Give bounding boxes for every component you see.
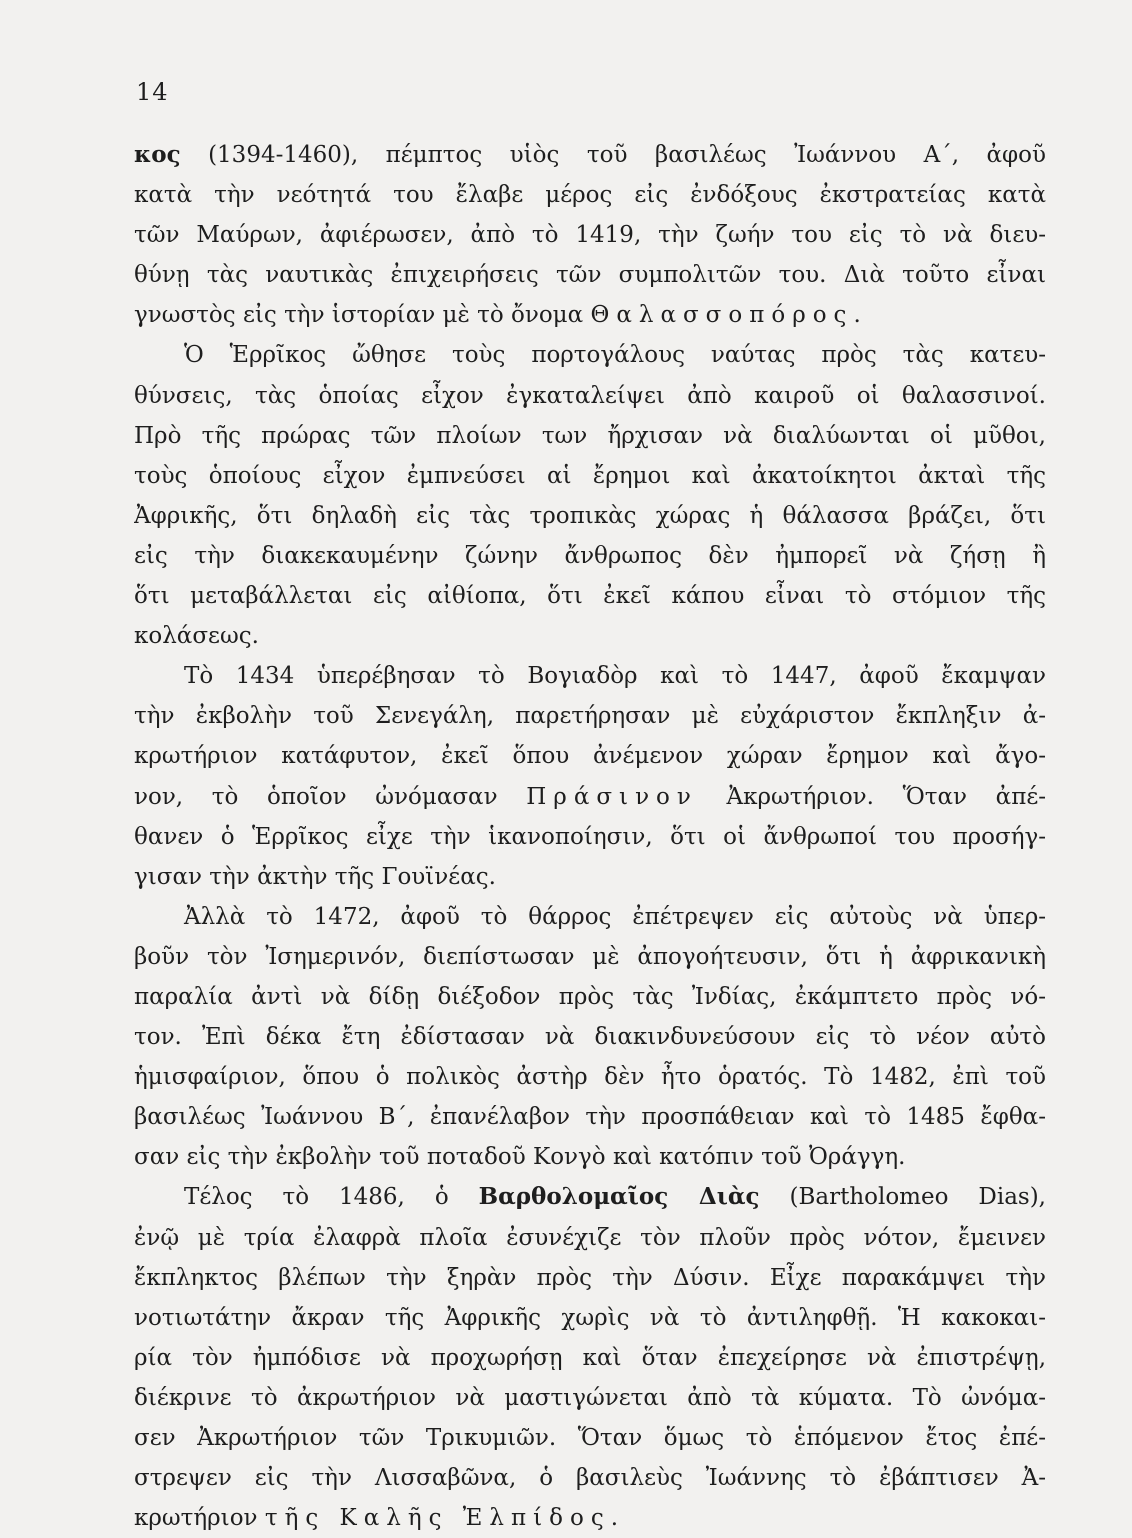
text-line: Ἀφρικῆς, ὅτι δηλαδὴ εἰς τὰς τροπικὰς χώρας ἡ θάλασσα βράζει, ὅτι bbox=[134, 502, 1046, 529]
spaced-emphasis: τῆς Καλῆς Ἐλπίδος bbox=[264, 1505, 611, 1532]
text-line: σεν Ἀκρωτήριον τῶν Τρικυμιῶν. Ὅταν ὅμως τὸ ἑπόμενον ἔτος ἐπέ- bbox=[134, 1425, 1046, 1451]
text-line: Τέλος τὸ 1486, ὁ Βαρθολομαῖος Διὰς (Bartholomeo Dias), bbox=[184, 1183, 1046, 1211]
text-line: θύνσεις, τὰς ὁποίας εἶχον ἐγκαταλείψει ἀπὸ καιροῦ οἱ θαλασσινοί. bbox=[134, 382, 1046, 409]
spaced-emphasis: Πράσινον bbox=[526, 783, 698, 810]
page-number: 14 bbox=[136, 78, 169, 106]
text-line: βασιλέως Ἰωάννου Β΄, ἐπανέλαβον τὴν προσπάθειαν καὶ τὸ 1485 ἔφθα- bbox=[134, 1104, 1046, 1131]
text-line: τὴν ἐκβολὴν τοῦ Σενεγάλη, παρετήρησαν μὲ εὐχάριστον ἔκπληξιν ἀ- bbox=[134, 703, 1046, 730]
text-line: ὅτι μεταβάλλεται εἰς αἰθίοπα, ὅτι ἐκεῖ κάπου εἶναι τὸ στόμιον τῆς bbox=[134, 583, 1046, 610]
text-line: διέκρινε τὸ ἀκρωτήριον νὰ μαστιγώνεται ἀπὸ τὰ κύματα. Τὸ ὠνόμα- bbox=[134, 1384, 1046, 1411]
text-line: τοὺς ὁποίους εἶχον ἐμπνεύσει αἱ ἔρημοι καὶ ἀκατοίκητοι ἀκταὶ τῆς bbox=[134, 462, 1046, 489]
text-line: γνωστὸς εἰς τὴν ἱστορίαν μὲ τὸ ὄνομα Θαλασσοπόρος. bbox=[134, 302, 861, 329]
text-line: κατὰ τὴν νεότητά του ἔλαβε μέρος εἰς ἐνδόξους ἐκστρατείας κατὰ bbox=[134, 182, 1046, 209]
text-line: νοτιωτάτην ἄκραν τῆς Ἀφρικῆς χωρὶς νὰ τὸ ἀντιληφθῇ. Ἡ κακοκαι- bbox=[134, 1304, 1046, 1331]
text-line: βοῦν τὸν Ἰσημερινόν, διεπίστωσαν μὲ ἀπογοήτευσιν, ὅτι ἡ ἀφρικανικὴ bbox=[134, 943, 1046, 970]
text-line: κρωτήριον κατάφυτον, ἐκεῖ ὅπου ἀνέμενον χώραν ἔρημον καὶ ἄγο- bbox=[134, 743, 1046, 770]
text-line: Πρὸ τῆς πρώρας τῶν πλοίων των ἤρχισαν νὰ διαλύωνται οἱ μῦθοι, bbox=[134, 422, 1046, 449]
text-line: κολάσεως. bbox=[134, 623, 259, 650]
text-line: Ἀλλὰ τὸ 1472, ἀφοῦ τὸ θάρρος ἐπέτρεψεν εἰς αὐτοὺς νὰ ὑπερ- bbox=[184, 903, 1046, 930]
text-line: ἔκπληκτος βλέπων τὴν ξηρὰν πρὸς τὴν Δύσιν. Εἶχε παρακάμψει τὴν bbox=[134, 1264, 1046, 1291]
text-line: νον, τὸ ὁποῖον ὠνόμασαν Πράσινον Ἀκρωτήριον. Ὅταν ἀπέ- bbox=[134, 783, 1046, 810]
body-text bbox=[134, 135, 1046, 1538]
text-line: γισαν τὴν ἀκτὴν τῆς Γουϊνέας. bbox=[134, 863, 496, 890]
text-line: σαν εἰς τὴν ἐκβολὴν τοῦ ποταδοῦ Κονγὸ καὶ κατόπιν τοῦ Ὀράγγη. bbox=[134, 1144, 906, 1171]
text-line: θύνῃ τὰς ναυτικὰς ἐπιχειρήσεις τῶν συμπολιτῶν του. Διὰ τοῦτο εἶναι bbox=[134, 262, 1046, 289]
text-line: στρεψεν εἰς τὴν Λισσαβῶνα, ὁ βασιλεὺς Ἰωάννης τὸ ἐβάπτισεν Ἀ- bbox=[134, 1465, 1046, 1492]
text-line: τῶν Μαύρων, ἀφιέρωσεν, ἀπὸ τὸ 1419, τὴν ζωήν του εἰς τὸ νὰ διευ- bbox=[134, 222, 1046, 249]
text-line: τον. Ἐπὶ δέκα ἔτη ἐδίστασαν νὰ διακινδυνεύσουν εἰς τὸ νέον αὐτὸ bbox=[134, 1024, 1046, 1051]
text-line: κρωτήριον τῆς Καλῆς Ἐλπίδος. bbox=[134, 1505, 619, 1532]
name-bold: Βαρθολομαῖος Διὰς bbox=[478, 1183, 760, 1211]
text-line: ἐνῷ μὲ τρία ἐλαφρὰ πλοῖα ἐσυνέχιζε τὸν πλοῦν πρὸς νότον, ἔμεινεν bbox=[134, 1224, 1046, 1251]
name-fragment-bold: κος bbox=[134, 141, 181, 168]
text-line: παραλία ἀντὶ νὰ δίδῃ διέξοδον πρὸς τὰς Ἰνδίας, ἐκάμπτετο πρὸς νό- bbox=[134, 983, 1046, 1010]
text-line: ρία τὸν ἠμπόδισε νὰ προχωρήσῃ καὶ ὅταν ἐπεχείρησε νὰ ἐπιστρέψῃ, bbox=[134, 1344, 1046, 1371]
text-line: κος (1394-1460), πέμπτος υἱὸς τοῦ βασιλέως Ἰωάννου Α΄, ἀφοῦ bbox=[134, 141, 1046, 168]
text-line: Τὸ 1434 ὑπερέβησαν τὸ Βογιαδὸρ καὶ τὸ 1447, ἀφοῦ ἔκαμψαν bbox=[184, 663, 1046, 690]
text-line: θανεν ὁ Ἑρρῖκος εἶχε τὴν ἱκανοποίησιν, ὅτι οἱ ἄνθρωποί του προσήγ- bbox=[134, 823, 1046, 850]
text-line: ἡμισφαίριον, ὅπου ὁ πολικὸς ἀστὴρ δὲν ἦτο ὁρατός. Τὸ 1482, ἐπὶ τοῦ bbox=[134, 1064, 1046, 1091]
text-line: εἰς τὴν διακεκαυμένην ζώνην ἄνθρωπος δὲν ἠμπορεῖ νὰ ζήσῃ ἢ bbox=[134, 542, 1046, 569]
spaced-emphasis: Θαλασσοπόρος bbox=[590, 302, 854, 329]
text-line: Ὁ Ἑρρῖκος ὤθησε τοὺς πορτογάλους ναύτας πρὸς τὰς κατευ- bbox=[184, 342, 1046, 369]
